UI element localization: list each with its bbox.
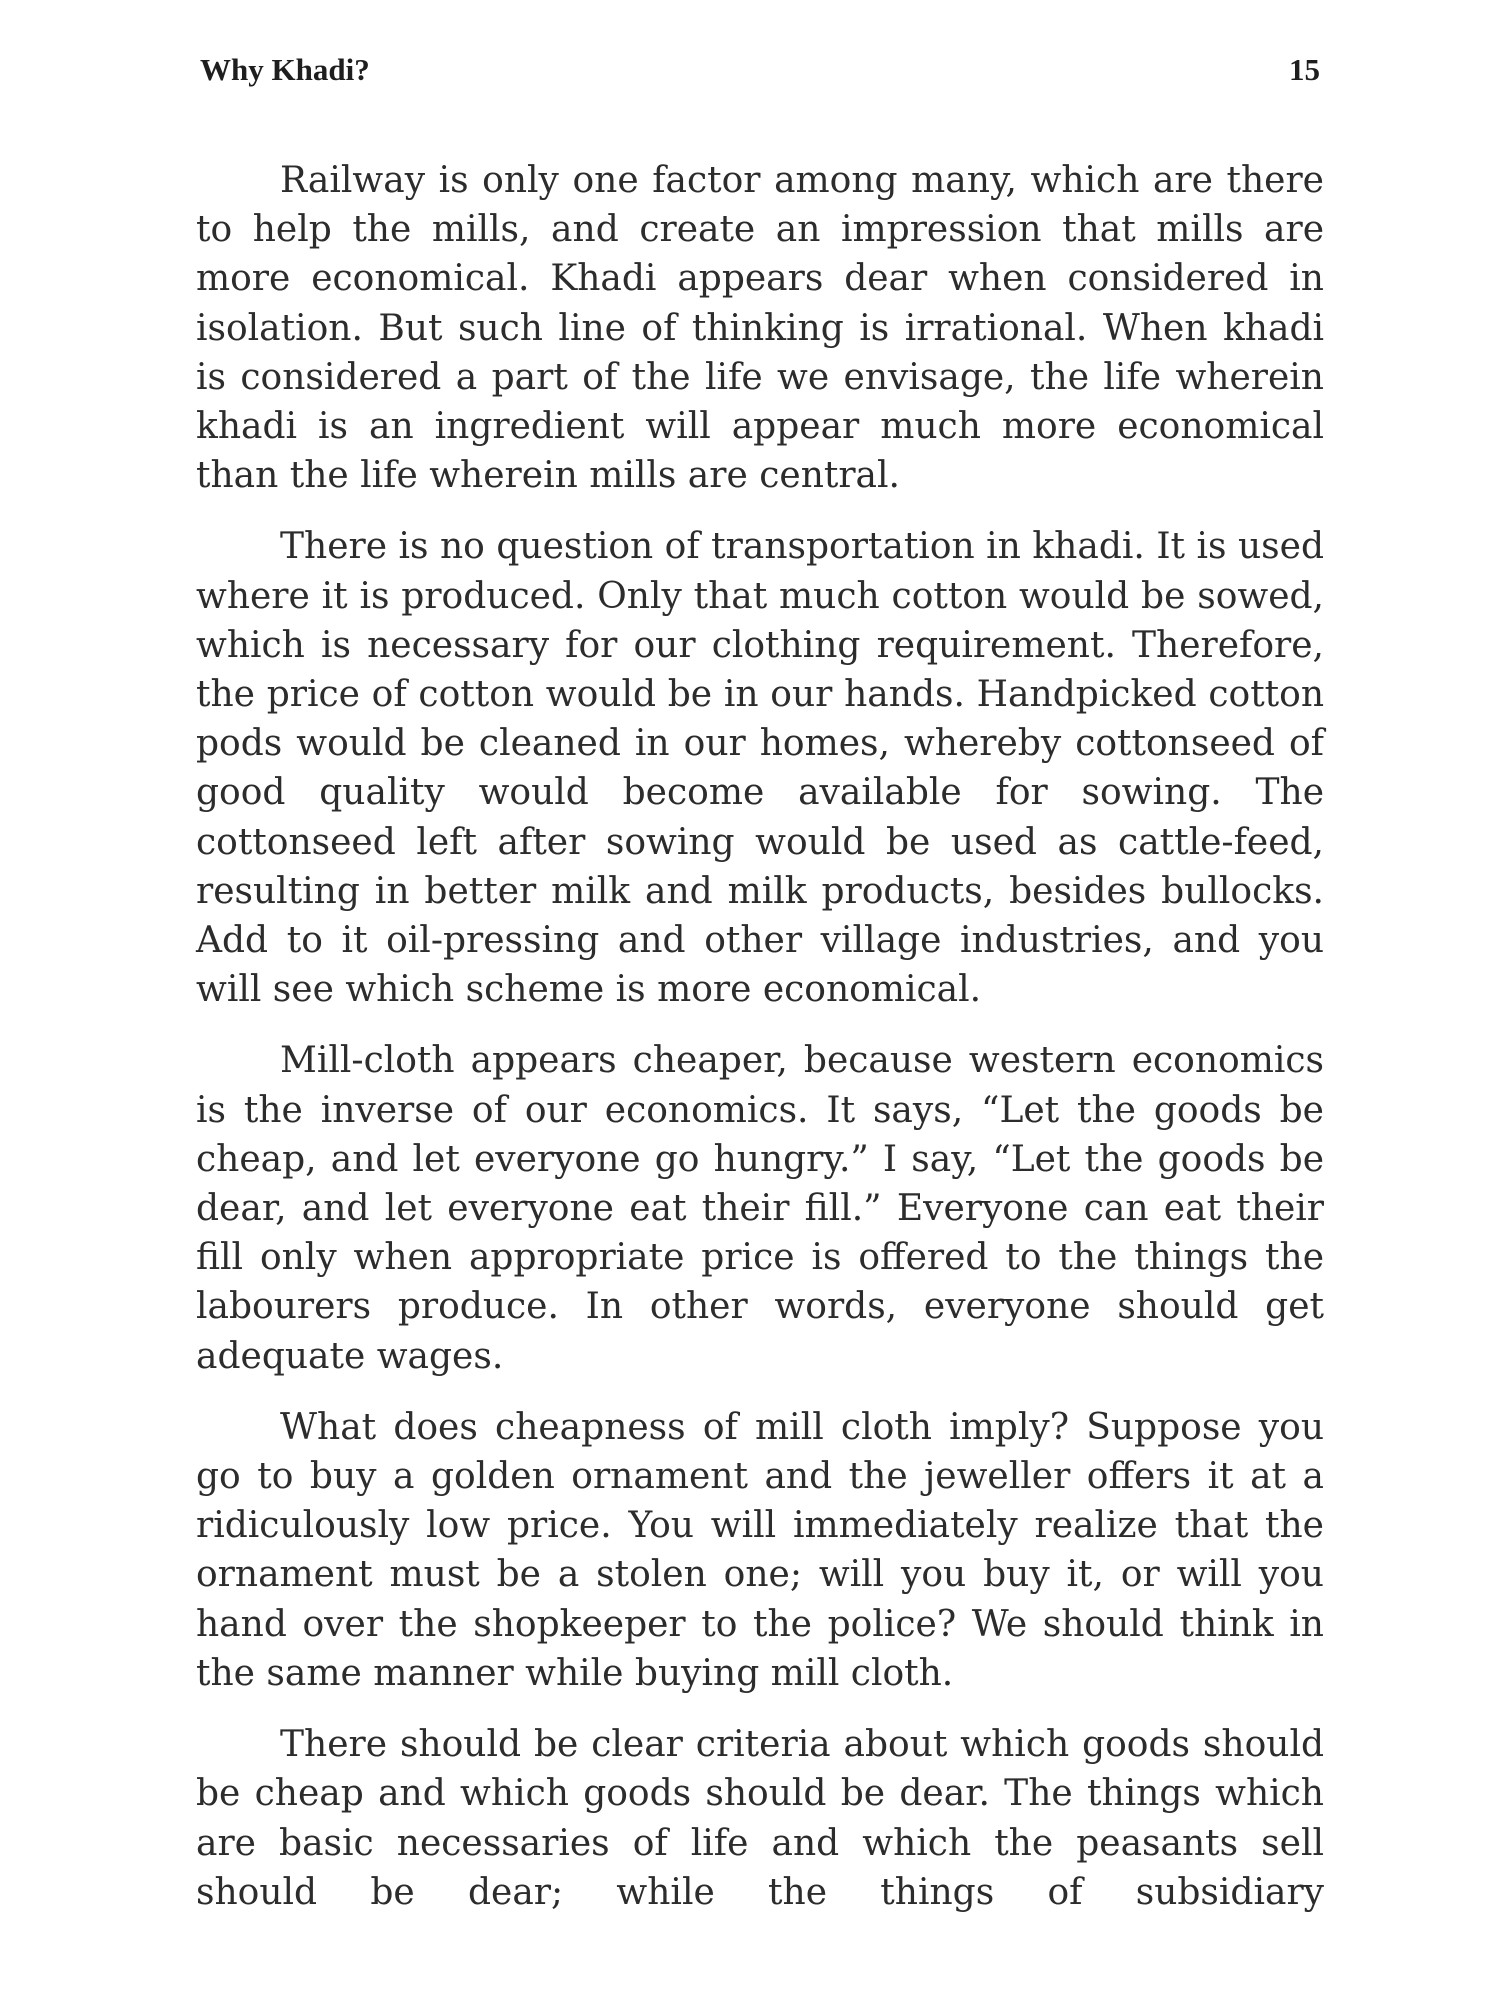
paragraph-mill-cloth: Mill-cloth appears cheaper, because western economics is the inverse of our economics. It says, “Let the goods be cheap, and let everyone go hungry.” I say, “Let the goods be dear, and let everyone eat their fill.” Everyone can eat their fill only when appropriate price is offered to the things the labourers produce. In other words, everyone should get adequate wages. [196, 1040, 1324, 1377]
paragraph-criteria: There should be clear criteria about which goods should be cheap and which goods should be dear. The things which are basic necessaries of life and which the peasants sell should be dear; while the things of subsidiary [196, 1724, 1324, 1913]
paragraph-transportation: There is no question of transportation in khadi. It is used where it is produced. Only that much cotton would be sowed, which is necessary for our clothing requirement. Therefore, the price of cotton would be in our hands. Handpicked cotton pods would be cleaned in our homes, whereby cottonseed of good quality would become available for sowing. The cottonseed left after sowing would be used as cattle-feed, resulting in better milk and milk products, besides bullocks. Add to it oil-pressing and other village industries, and you will see which scheme is more economical. [196, 526, 1324, 1011]
paragraph-cheapness: What does cheapness of mill cloth imply? Suppose you go to buy a golden ornament and the jeweller offers it at a ridiculously low price. You will immediately realize that the ornament must be a stolen one; will you buy it, or will you hand over the shopkeeper to the police? We should think in the same manner while buying mill cloth. [196, 1406, 1324, 1694]
chapter-title: Why Khadi? [200, 52, 370, 87]
page-number: 15 [1289, 52, 1320, 87]
body-text [196, 156, 1324, 1939]
running-header [200, 52, 1320, 100]
paragraph-railway: Railway is only one factor among many, which are there to help the mills, and create an impression that mills are more economical. Khadi appears dear when considered in isolation. But such line of thinking is irrational. When khadi is considered a part of the life we envisage, the life wherein khadi is an ingredient will appear much more economical than the life wherein mills are central. [196, 160, 1324, 497]
